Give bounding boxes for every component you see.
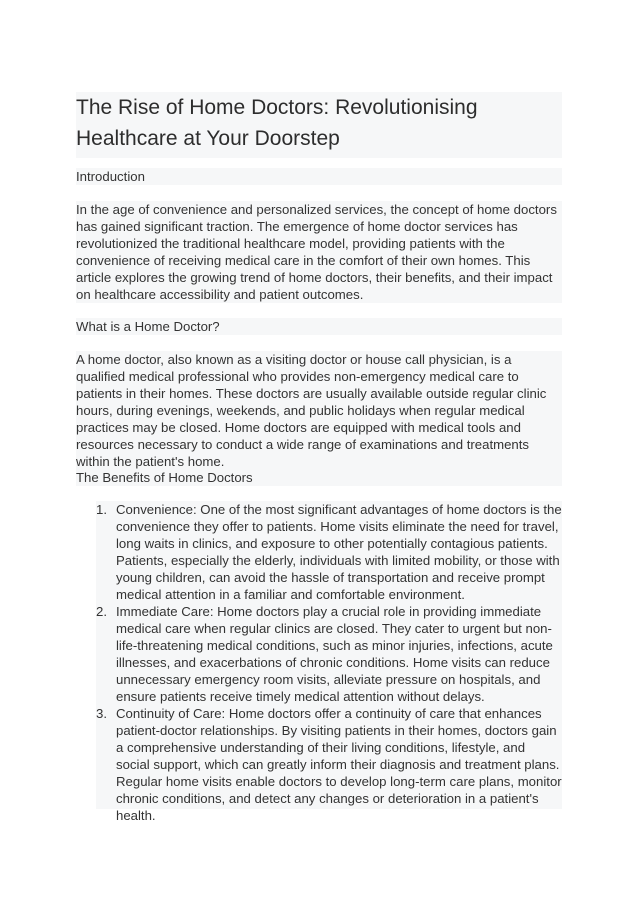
benefits-list-container [96,501,562,823]
page-title: The Rise of Home Doctors: Revolutionising Healthcare at Your Doorstep [76,92,562,158]
benefits-list [96,501,562,824]
what-is-heading: What is a Home Doctor? [76,318,562,335]
benefit-item [96,705,562,824]
benefit-number: 2. [96,604,107,619]
benefit-text: Continuity of Care: Home doctors offer a continuity of care that enhances patient-doctor relationships. By visiting patients in their homes, doctors gain a comprehensive understanding of their living conditions, lifestyle, and social support, which can greatly inform their diagnosis and treatment plans. Regular home visits enable doctors to develop long-term care plans, monitor chronic conditions, and detect any changes or deterioration in a patient's health. [116,706,562,823]
introduction-paragraph: In the age of convenience and personalized services, the concept of home doctors has gained significant traction. The emergence of home doctor services has revolutionized the traditional healthcare model, providing patients with the convenience of receiving medical care in the comfort of their own homes. This article explores the growing trend of home doctors, their benefits, and their impact on healthcare accessibility and patient outcomes. [76,201,562,303]
benefit-number: 1. [96,502,107,517]
benefit-text: Convenience: One of the most significant advantages of home doctors is the convenience they offer to patients. Home visits eliminate the need for travel, long waits in clinics, and exposure to other potentially contagious patients. Patients, especially the elderly, individuals with limited mobility, or those with young children, can avoid the hassle of transportation and receive prompt medical attention in a familiar and comfortable environment. [116,502,562,602]
what-is-paragraph: A home doctor, also known as a visiting doctor or house call physician, is a qualified medical professional who provides non-emergency medical care to patients in their homes. These doctors are usually available outside regular clinic hours, during evenings, weekends, and public holidays when regular medical practices may be closed. Home doctors are equipped with medical tools and resources necessary to conduct a wide range of examinations and treatments within the patient's home. [76,351,562,470]
benefit-item [96,603,562,705]
benefits-heading: The Benefits of Home Doctors [76,469,562,486]
benefit-number: 3. [96,706,107,721]
benefit-item [96,501,562,603]
benefit-text: Immediate Care: Home doctors play a crucial role in providing immediate medical care when regular clinics are closed. They cater to urgent but non-life-threatening medical conditions, such as minor injuries, infections, acute illnesses, and exacerbations of chronic conditions. Home visits can reduce unnecessary emergency room visits, alleviate pressure on hospitals, and ensure patients receive timely medical attention without delays. [116,604,553,704]
introduction-heading: Introduction [76,168,562,185]
